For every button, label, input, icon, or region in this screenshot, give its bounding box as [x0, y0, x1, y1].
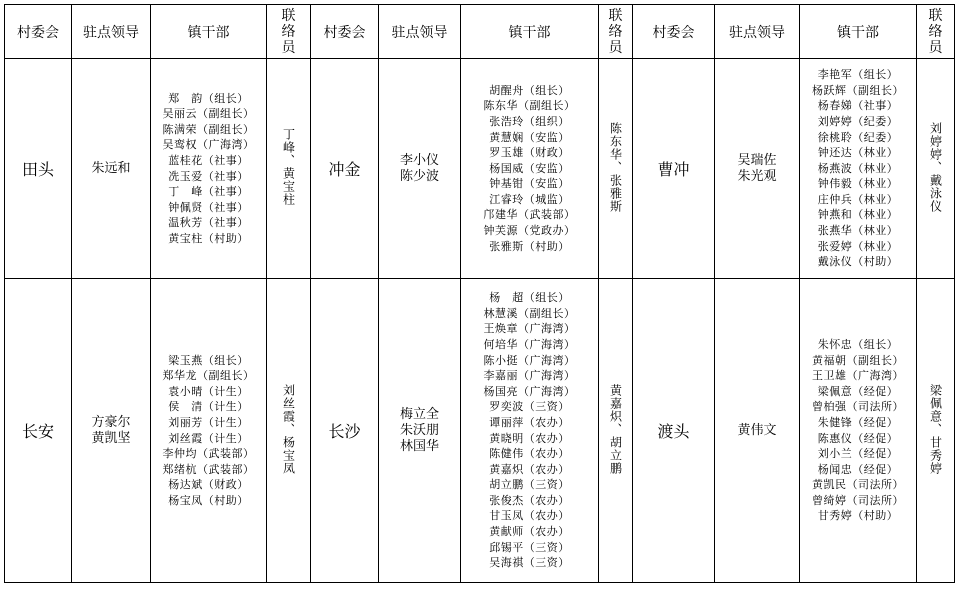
cadre-entry: 杨燕波（林业） — [817, 161, 899, 175]
cadre-entry: 庄仲兵（林业） — [817, 192, 899, 206]
village-name: 田头 — [5, 59, 72, 279]
cadre-entry: 罗奕波（三资） — [489, 400, 570, 414]
cadre-entry: 胡立鹏（三资） — [489, 478, 570, 492]
cadre-entry: 杨国亮（广海湾） — [483, 384, 576, 398]
header-leader: 驻点领导 — [715, 5, 800, 59]
cadre-entry: 谭丽萍（农办） — [489, 415, 570, 429]
cadre-entry: 郑华龙（副组长） — [162, 369, 255, 383]
resident-leaders — [72, 59, 151, 279]
liaison-text: 刘丝霞、杨宝凤 — [281, 383, 296, 475]
cadre-entry: 胡醒舟（组长） — [489, 83, 570, 97]
cadre-entry: 王卫雄（广海湾） — [812, 369, 904, 383]
liaison-officers — [599, 59, 633, 279]
cadre-entry: 黄晓明（农办） — [489, 431, 570, 445]
cadre-entry: 吴丽云（副组长） — [162, 107, 255, 121]
liaison-officers — [917, 279, 955, 583]
cadre-entry: 戴泳仪（村助） — [817, 255, 899, 269]
header-leader: 驻点领导 — [72, 5, 151, 59]
header-row — [5, 5, 955, 59]
cadre-entry: 刘丽芳（计生） — [168, 415, 249, 429]
cadre-entry: 曾绮婷（司法所） — [812, 493, 904, 507]
cadre-entry: 吴海祺（三资） — [489, 556, 570, 570]
leader-name: 朱沃朋 — [399, 422, 439, 438]
cadre-entry: 杨 超（组长） — [489, 291, 570, 305]
header-leader: 驻点领导 — [379, 5, 461, 59]
liaison-officers — [267, 279, 311, 583]
header-liaison: 联 络 员 — [267, 5, 311, 59]
resident-leaders — [715, 279, 800, 583]
cadre-entry: 杨春娣（社事） — [817, 99, 899, 113]
cadre-entry: 黄宝柱（村助） — [168, 231, 249, 245]
cadre-entry: 陈东华（副组长） — [483, 99, 576, 113]
leader-name: 朱光观 — [737, 168, 777, 184]
table-row — [5, 279, 955, 583]
cadre-entry: 陈小挺（广海湾） — [483, 353, 576, 367]
cadre-entry: 罗玉雄（财政） — [489, 146, 570, 160]
cadre-entry: 张燕华（林业） — [817, 224, 899, 238]
leader-name: 方豪尔 — [91, 414, 131, 430]
header-village: 村委会 — [311, 5, 379, 59]
village-name: 长安 — [5, 279, 72, 583]
cadre-entry: 张浩玲（组织） — [489, 114, 570, 128]
cadre-entry: 甘玉凤（农办） — [489, 509, 570, 523]
cadre-entry: 甘秀婷（村助） — [817, 509, 899, 523]
cadre-entry: 钟佩贤（社事） — [168, 200, 249, 214]
cadre-entry: 袁小晴（计生） — [168, 384, 249, 398]
cadre-entry: 钟伟毅（林业） — [817, 177, 899, 191]
leader-name: 李小仪 — [399, 152, 439, 168]
cadre-entry: 丁 峰（社事） — [168, 185, 249, 199]
assignment-table — [4, 4, 955, 583]
cadre-entry: 杨闻忠（经促） — [817, 462, 899, 476]
header-liaison: 联 络 员 — [599, 5, 633, 59]
header-cadres: 镇干部 — [151, 5, 267, 59]
liaison-text: 陈东华、张雅斯 — [608, 121, 623, 213]
cadre-entry: 陈惠仪（经促） — [817, 431, 899, 445]
cadre-entry: 杨宝凤（村助） — [168, 493, 249, 507]
cadre-entry: 邝建华（武装部） — [483, 208, 576, 222]
cadre-entry: 温秋芳（社事） — [168, 216, 249, 230]
cadre-entry: 杨国威（安监） — [489, 161, 570, 175]
cadre-entry: 钟基钳（安监） — [489, 177, 570, 191]
cadre-entry: 朱健锋（经促） — [817, 415, 899, 429]
cadre-entry: 何培华（广海湾） — [483, 337, 576, 351]
leader-name: 吴瑞佐 — [737, 152, 777, 168]
cadre-entry: 王焕章（广海湾） — [483, 322, 576, 336]
header-village: 村委会 — [5, 5, 72, 59]
resident-leaders — [72, 279, 151, 583]
town-cadres — [800, 59, 917, 279]
cadre-entry: 吴鸾权（广海湾） — [162, 138, 255, 152]
village-name: 渡头 — [633, 279, 715, 583]
liaison-text: 丁峰、黄宝柱 — [281, 128, 296, 206]
cadre-entry: 陈健伟（农办） — [489, 447, 570, 461]
cadre-entry: 钟还达（林业） — [817, 146, 899, 160]
leader-name: 黄凯坚 — [91, 430, 131, 446]
resident-leaders — [715, 59, 800, 279]
liaison-text: 黄嘉炽、胡立鹏 — [608, 383, 623, 475]
cadre-entry: 黄凯民（司法所） — [812, 478, 904, 492]
cadre-entry: 曾柏强（司法所） — [812, 400, 904, 414]
leader-name: 林国华 — [399, 438, 439, 454]
town-cadres — [151, 59, 267, 279]
cadre-entry: 邱锡平（三资） — [489, 540, 570, 554]
cadre-entry: 李嘉丽（广海湾） — [483, 369, 576, 383]
cadre-entry: 梁玉燕（组长） — [168, 353, 249, 367]
village-name: 冲金 — [311, 59, 379, 279]
cadre-entry: 张爱婷（林业） — [817, 239, 899, 253]
cadre-entry: 刘婷婷（纪委） — [817, 114, 899, 128]
header-cadres: 镇干部 — [461, 5, 599, 59]
table-row — [5, 59, 955, 279]
cadre-entry: 林慧溪（副组长） — [483, 306, 576, 320]
cadre-entry: 杨达斌（财政） — [168, 478, 249, 492]
cadre-entry: 钟燕和（林业） — [817, 208, 899, 222]
cadre-entry: 侯 清（计生） — [168, 400, 249, 414]
leader-name: 陈少波 — [399, 168, 439, 184]
cadre-entry: 李艳军（组长） — [817, 68, 899, 82]
header-village: 村委会 — [633, 5, 715, 59]
town-cadres — [800, 279, 917, 583]
cadre-entry: 陈满荣（副组长） — [162, 122, 255, 136]
village-name: 曹冲 — [633, 59, 715, 279]
town-cadres — [461, 59, 599, 279]
cadre-entry: 江睿玲（城监） — [489, 192, 570, 206]
cadre-entry: 郑 韵（组长） — [168, 91, 249, 105]
cadre-entry: 徐桃聆（纪委） — [817, 130, 899, 144]
cadre-entry: 黄献师（农办） — [489, 525, 570, 539]
leader-name: 朱远和 — [91, 160, 131, 176]
liaison-officers — [599, 279, 633, 583]
liaison-officers — [267, 59, 311, 279]
cadre-entry: 朱怀忠（组长） — [817, 337, 899, 351]
town-cadres — [461, 279, 599, 583]
cadre-entry: 刘小兰（经促） — [817, 447, 899, 461]
header-liaison: 联 络 员 — [917, 5, 955, 59]
header-cadres: 镇干部 — [800, 5, 917, 59]
liaison-text: 梁佩意、甘秀婷 — [928, 383, 943, 475]
cadre-entry: 钟芙源（党政办） — [483, 224, 576, 238]
leader-name: 梅立全 — [399, 406, 439, 422]
cadre-entry: 黄福朝（副组长） — [812, 353, 904, 367]
cadre-entry: 黄嘉炽（农办） — [489, 462, 570, 476]
cadre-entry: 黄慧娴（安监） — [489, 130, 570, 144]
cadre-entry: 冼玉爱（社事） — [168, 169, 249, 183]
cadre-entry: 张雅斯（村助） — [489, 239, 570, 253]
cadre-entry: 刘丝霞（计生） — [168, 431, 249, 445]
cadre-entry: 张俊杰（农办） — [489, 493, 570, 507]
cadre-entry: 梁佩意（经促） — [817, 384, 899, 398]
cadre-entry: 李仲均（武装部） — [162, 447, 255, 461]
town-cadres — [151, 279, 267, 583]
resident-leaders — [379, 279, 461, 583]
cadre-entry: 郑绪杭（武装部） — [162, 462, 255, 476]
resident-leaders — [379, 59, 461, 279]
leader-name: 黄伟文 — [737, 422, 777, 438]
liaison-officers — [917, 59, 955, 279]
liaison-text: 刘婷婷、戴泳仪 — [928, 121, 943, 213]
village-name: 长沙 — [311, 279, 379, 583]
cadre-entry: 蓝桂花（社事） — [168, 153, 249, 167]
cadre-entry: 杨跃辉（副组长） — [812, 83, 904, 97]
